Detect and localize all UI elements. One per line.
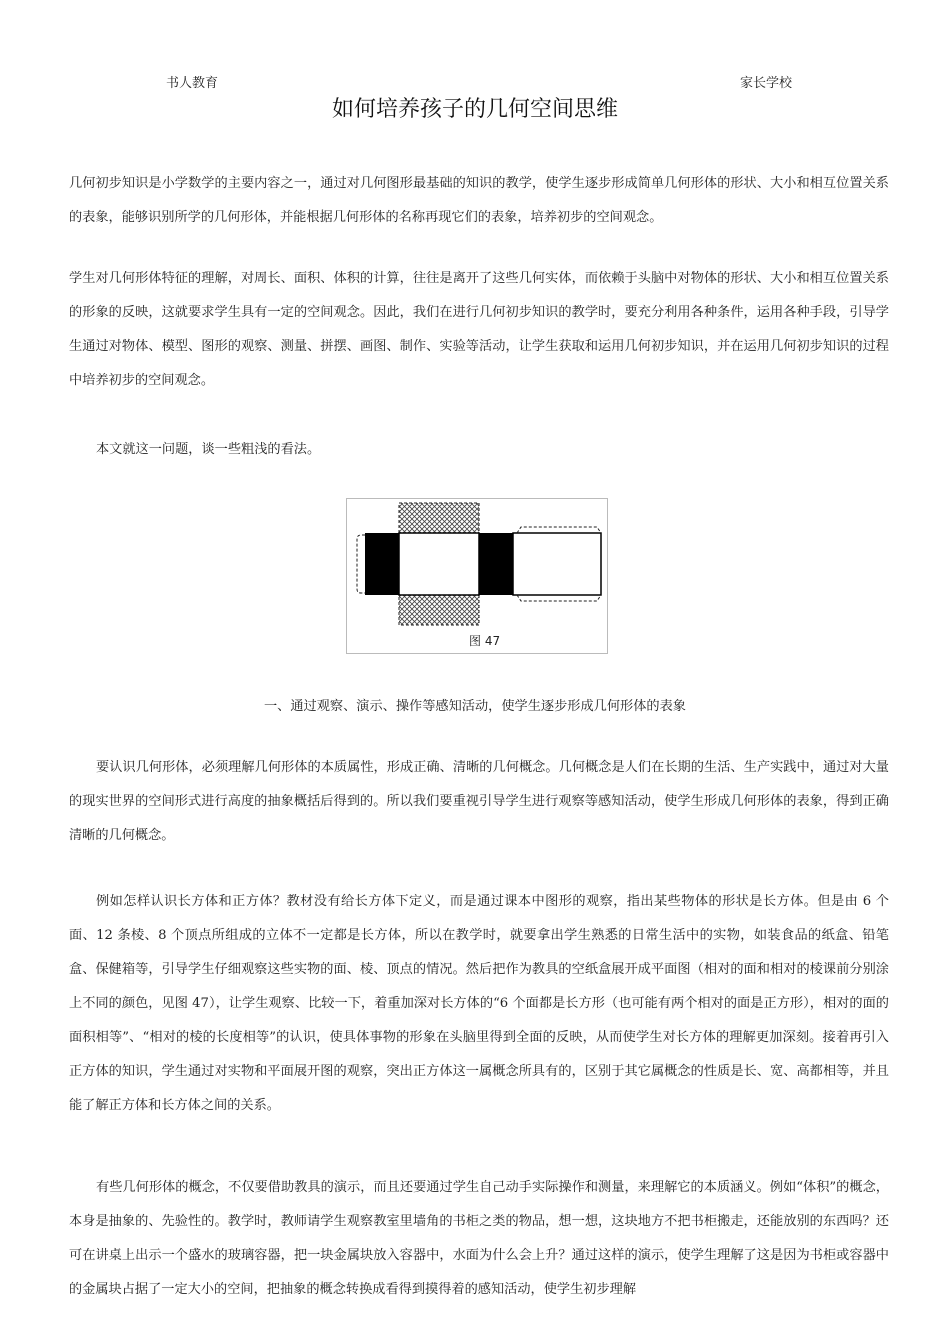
figure-label: 图 47	[469, 634, 501, 648]
back-bottom-tab	[517, 595, 601, 601]
paragraph-3: 本文就这一问题，谈一些粗浅的看法。	[96, 442, 321, 457]
bottom-face	[399, 595, 479, 625]
top-face	[399, 503, 479, 533]
paragraph-6: 有些几何形体的概念，不仅要借助教具的演示，而且还要通过学生自己动手实际操作和测量，来理解它的本质涵义。例如“体积”的概念，本身是抽象的、先验性的。教学时，教师请学生观察教室里墙角的书柜之类的物品，想一想，这块地方不把书柜搬走，还能放别的东西吗？还可在讲桌上出示一个盛水的玻璃容器，把一块金属块放入容器中，水面为什么会上升？通过这样的演示，使学生理解了这是因为书柜或容器中的金属块占据了一定大小的空间，把抽象的概念转换成看得到摸得着的感知活动，使学生初步理解	[69, 1180, 889, 1297]
box-net-figure	[346, 498, 608, 654]
header-right: 家长学校	[740, 76, 793, 91]
header-left: 书人教育	[166, 76, 219, 91]
box-net-diagram	[347, 499, 607, 653]
front-face	[399, 533, 479, 595]
right-side-face	[479, 533, 513, 595]
left-tab	[357, 535, 365, 593]
section-heading: 一、通过观察、演示、操作等感知活动，使学生逐步形成几何形体的表象	[264, 699, 686, 714]
back-top-tab	[517, 527, 601, 533]
left-side-face	[365, 533, 399, 595]
paragraph-5: 例如怎样认识长方体和正方体？教材没有给长方体下定义，而是通过课本中图形的观察，指出某些物体的形状是长方体。但是由 6 个面、12 条棱、8 个顶点所组成的立体不一定都是长方体，所以在教学时，就要拿出学生熟悉的日常生活中的实物，如装食品的纸盒、铅笔盒、保健箱等，引导学生仔细观察这些实物的面、棱、顶点的情况。然后把作为教具的空纸盒展开成平面图（相对的面和相对的棱课前分别涂上不同的颜色，见图 47），让学生观察、比较一下，着重加深对长方体的“6 个面都是长方形（也可能有两个相对的面是正方形），相对的面的面积相等”、“相对的棱的长度相等”的认识，使具体事物的形象在头脑里得到全面的反映，从而使学生对长方体的理解更加深刻。接着再引入正方体的知识，学生通过对实物和平面展开图的观察，突出正方体这一属概念所具有的，区别于其它属概念的性质是长、宽、高都相等，并且能了解正方体和长方体之间的关系。	[69, 894, 889, 1113]
page-title: 如何培养孩子的几何空间思维	[331, 97, 618, 122]
paragraph-1: 几何初步知识是小学数学的主要内容之一，通过对几何图形最基础的知识的教学，使学生逐步形成简单几何形体的形状、大小和相互位置关系的表象，能够识别所学的几何形体，并能根据几何形体的名称再现它们的表象，培养初步的空间观念。	[69, 176, 889, 225]
paragraph-2: 学生对几何形体特征的理解，对周长、面积、体积的计算，往往是离开了这些几何实体，而依赖于头脑中对物体的形状、大小和相互位置关系的形象的反映，这就要求学生具有一定的空间观念。因此，我们在进行几何初步知识的教学时，要充分利用各种条件，运用各种手段，引导学生通过对物体、模型、图形的观察、测量、拼摆、画图、制作、实验等活动，让学生获取和运用几何初步知识，并在运用几何初步知识的过程中培养初步的空间观念。	[69, 271, 889, 388]
paragraph-4: 要认识几何形体，必须理解几何形体的本质属性，形成正确、清晰的几何概念。几何概念是人们在长期的生活、生产实践中，通过对大量的现实世界的空间形式进行高度的抽象概括后得到的。所以我们要重视引导学生进行观察等感知活动，使学生形成几何形体的表象，得到正确清晰的几何概念。	[69, 760, 889, 843]
back-face	[513, 533, 601, 595]
